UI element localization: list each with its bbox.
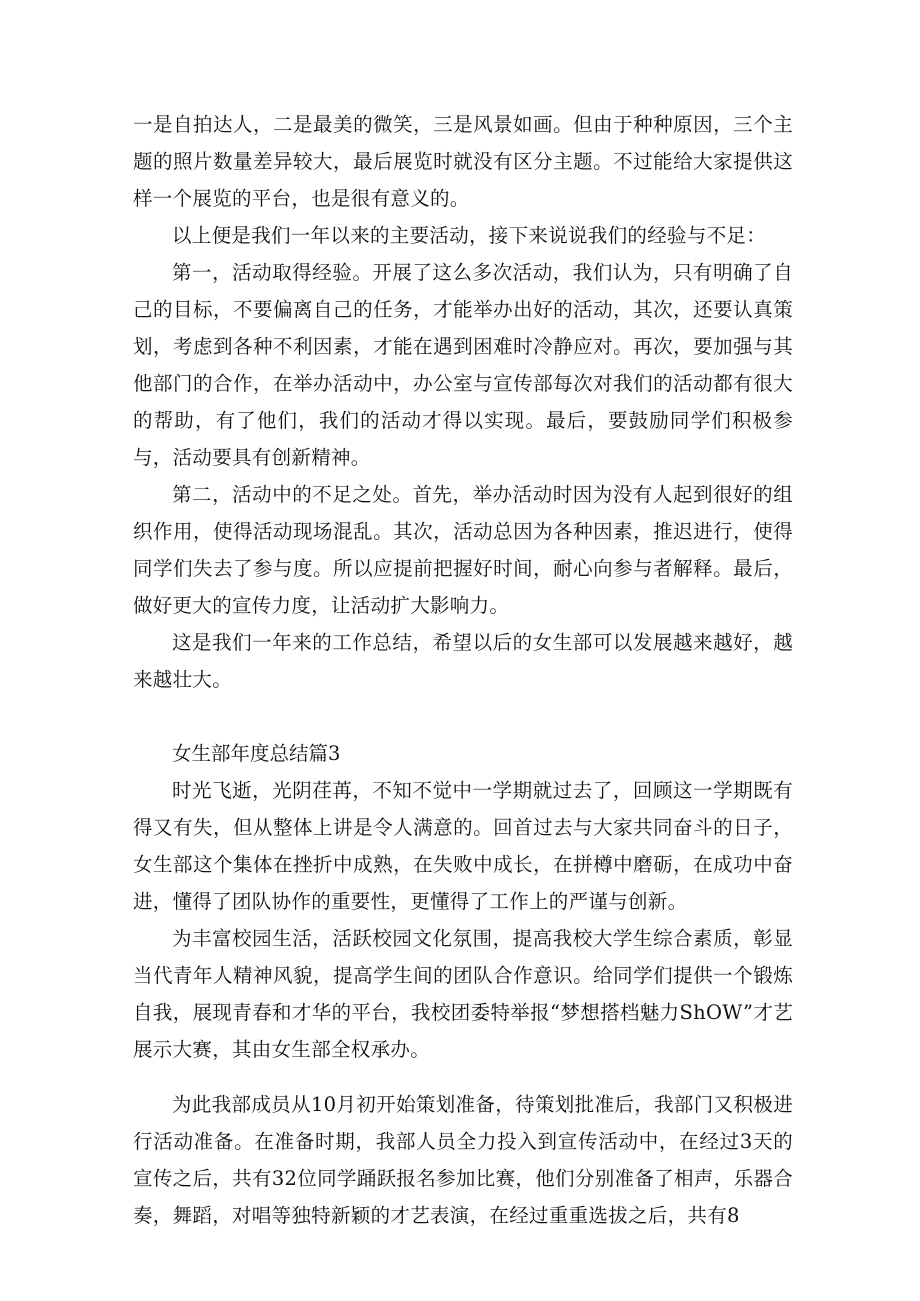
paragraph-shortcomings-second: 第二，活动中的不足之处。首先，举办活动时因为没有人起到很好的组织作用，使得活动现场混乱。其次，活动总因为各种因素，推迟进行，使得同学们失去了参与度。所以应提前把握好时间，耐心向参与者解释。最后，做好更大的宣传力度，让活动扩大影响力。	[133, 483, 793, 617]
paragraph-experience-first: 第一，活动取得经验。开展了这么多次活动，我们认为，只有明确了自己的目标，不要偏离自己的任务，才能举办出好的活动，其次，还要认真策划，考虑到各种不利因素，才能在遇到困难时冷静应对。再次，要加强与其他部门的合作，在举办活动中，办公室与宣传部每次对我们的活动都有很大的帮助，有了他们，我们的活动才得以实现。最后，要鼓励同学们积极参与，活动要具有创新精神。	[133, 261, 793, 469]
paragraph-photo-exhibition: 一是自拍达人，二是最美的微笑，三是风景如画。但由于种种原因，三个主题的照片数量差异较大，最后展览时就没有区分主题。不过能给大家提供这样一个展览的平台，也是很有意义的。	[133, 113, 793, 210]
paragraph-conclusion: 这是我们一年来的工作总结，希望以后的女生部可以发展越来越好，越来越壮大。	[133, 631, 793, 691]
document-body	[133, 106, 793, 1234]
paragraph-experience-intro: 以上便是我们一年以来的主要活动，接下来说说我们的经验与不足：	[172, 224, 767, 247]
section-title: 女生部年度总结篇3	[172, 742, 341, 765]
paragraph-preparation: 为此我部成员从10月初开始策划准备，待策划批准后，我部门又积极进行活动准备。在准备时期，我部人员全力投入到宣传活动中，在经过3天的宣传之后，共有32位同学踊跃报名参加比赛，他们分别准备了相声，乐器合奏，舞蹈，对唱等独特新颖的才艺表演，在经过重重选拔之后，共有8	[133, 1093, 793, 1227]
paragraph-talent-show: 为丰富校园生活，活跃校园文化氛围，提高我校大学生综合素质，彰显当代青年人精神风貌，提高学生间的团队合作意识。给同学们提供一个锻炼自我，展现青春和才华的平台，我校团委特举报“梦想搭档魅力ShOW”才艺展示大赛，其由女生部全权承办。	[133, 927, 793, 1061]
paragraph-spacer	[133, 1068, 793, 1086]
section-spacer	[133, 698, 793, 735]
paragraph-semester-review: 时光飞逝，光阴荏苒，不知不觉中一学期就过去了，回顾这一学期既有得又有失，但从整体上讲是令人满意的。回首过去与大家共同奋斗的日子，女生部这个集体在挫折中成熟，在失败中成长，在拼樽中磨砺，在成功中奋进，懂得了团队协作的重要性，更懂得了工作上的严谨与创新。	[133, 779, 793, 913]
